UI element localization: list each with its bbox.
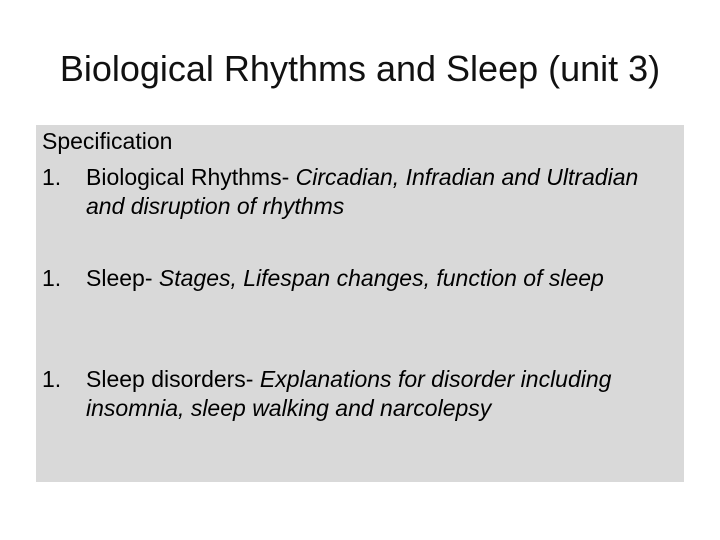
list-item-biological-rhythms <box>42 163 662 221</box>
list-item-sleep-disorders <box>42 365 662 423</box>
list-item-text <box>86 365 662 423</box>
list-item-detail: Circadian, Infradian and Ultradian and disruption of rhythms <box>86 164 639 219</box>
list-item-number: 1. <box>42 265 62 291</box>
specification-heading: Specification <box>42 128 173 154</box>
list-item-text <box>86 264 662 293</box>
slide-title: Biological Rhythms and Sleep (unit 3) <box>59 48 661 89</box>
list-item-lead: Sleep- <box>86 265 159 291</box>
list-item-detail: Stages, Lifespan changes, function of sleep <box>158 265 604 291</box>
list-item-detail: Explanations for disorder including insomnia, sleep walking and narcolepsy <box>86 366 612 421</box>
list-item-lead: Biological Rhythms- <box>86 164 296 190</box>
list-item-number: 1. <box>42 366 62 392</box>
list-item-text <box>86 163 662 221</box>
specification-box <box>36 125 684 482</box>
list-item-sleep <box>42 264 662 293</box>
list-item-lead: Sleep disorders- <box>86 366 260 392</box>
list-item-number: 1. <box>42 164 62 190</box>
